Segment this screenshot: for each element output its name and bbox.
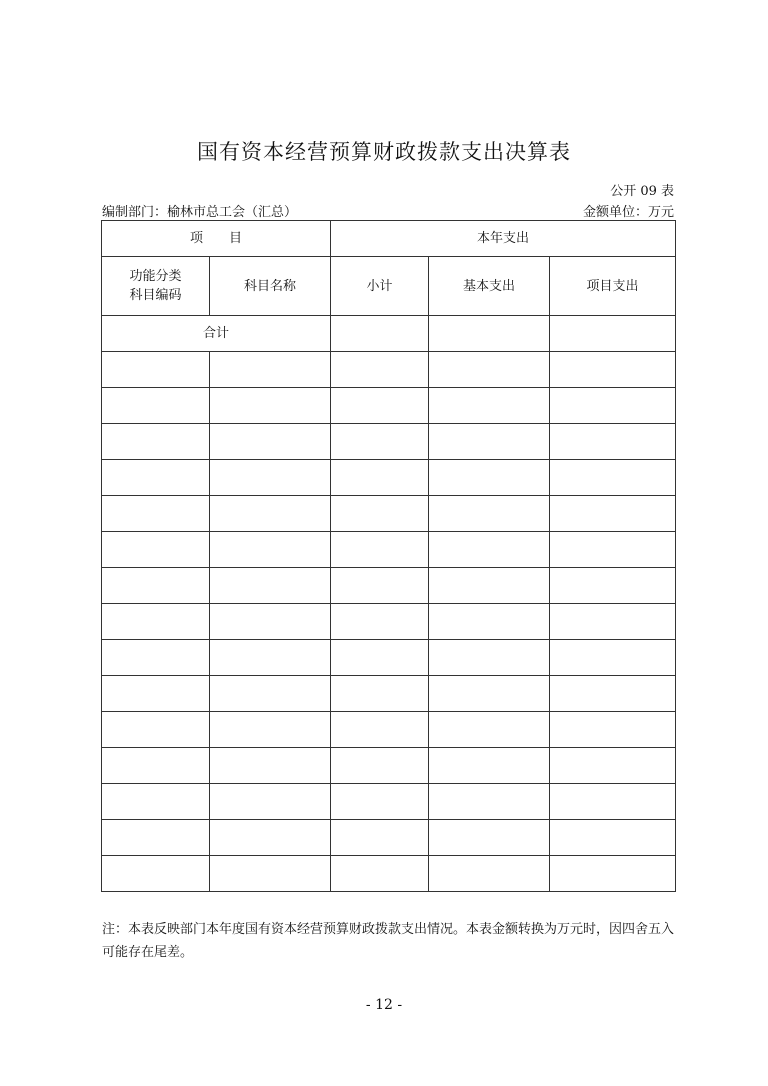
- table-header-row-2: [102, 257, 676, 316]
- form-code: 公开 09 表: [610, 184, 674, 199]
- table-row: [102, 496, 676, 532]
- table-header-row-1: [102, 221, 676, 257]
- footnote: 注：本表反映部门本年度国有资本经营预算财政拨款支出情况。本表金额转换为万元时，因四舍五入可能存在尾差。: [102, 922, 675, 960]
- header-func-code-line2: 科目编码: [129, 288, 182, 303]
- header-subject-name: 科目名称: [210, 257, 331, 316]
- total-label-cell: [102, 316, 331, 352]
- page-number: - 12 -: [365, 997, 403, 1013]
- total-label: 合计: [203, 326, 230, 341]
- header-func-code-line1: 功能分类: [129, 269, 182, 284]
- table-row: [102, 604, 676, 640]
- unit-label: 金额单位：万元: [582, 205, 674, 220]
- total-row: [102, 316, 676, 352]
- total-basic: [429, 316, 550, 352]
- table-row: [102, 856, 676, 892]
- total-project: [550, 316, 676, 352]
- header-item: 项 目: [102, 221, 331, 257]
- header-func-code: [102, 257, 210, 316]
- table-row: [102, 352, 676, 388]
- table-row: [102, 676, 676, 712]
- table-row: [102, 568, 676, 604]
- table-row: [102, 460, 676, 496]
- table-row: [102, 712, 676, 748]
- expenditure-table: [101, 220, 676, 892]
- table-row: [102, 784, 676, 820]
- header-project: 项目支出: [550, 257, 676, 316]
- table-row: [102, 820, 676, 856]
- table-row: [102, 640, 676, 676]
- table-row: [102, 748, 676, 784]
- header-current-year: 本年支出: [331, 221, 676, 257]
- header-basic: 基本支出: [429, 257, 550, 316]
- table-row: [102, 532, 676, 568]
- page-title: 国有资本经营预算财政拨款支出决算表: [197, 140, 571, 164]
- header-subtotal: 小计: [331, 257, 429, 316]
- table-row: [102, 424, 676, 460]
- table-row: [102, 388, 676, 424]
- department-label: 编制部门：榆林市总工会（汇总）: [102, 205, 298, 220]
- total-subtotal: [331, 316, 429, 352]
